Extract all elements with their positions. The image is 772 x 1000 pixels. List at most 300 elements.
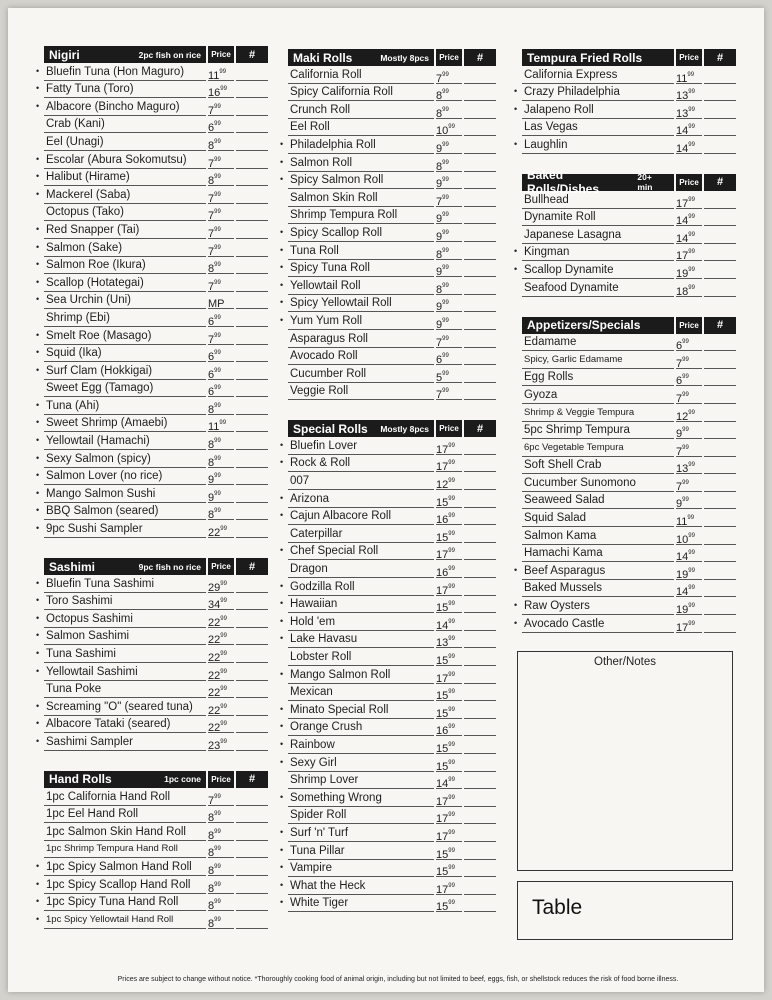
price-dollars: 17 <box>436 883 449 896</box>
price-cents: 99 <box>448 636 455 643</box>
quantity-entry-field[interactable] <box>704 228 736 244</box>
menu-item-price <box>676 511 702 527</box>
quantity-entry-field[interactable] <box>704 388 736 404</box>
quantity-entry-field[interactable] <box>704 193 736 209</box>
menu-item-price <box>436 738 462 754</box>
price-dollars: 8 <box>436 90 443 103</box>
quantity-entry-field[interactable] <box>464 861 496 877</box>
quantity-entry-field[interactable] <box>464 544 496 560</box>
menu-item-price <box>436 367 462 383</box>
price-dollars: 15 <box>436 760 449 773</box>
price-cents: 99 <box>442 141 449 148</box>
quantity-entry-field[interactable] <box>236 153 268 169</box>
menu-item-name: Bluefin Tuna Sashimi <box>44 577 206 593</box>
quantity-entry-field[interactable] <box>704 120 736 136</box>
section-header <box>522 317 736 334</box>
quantity-entry-field[interactable] <box>236 329 268 345</box>
raw-item-marker: • <box>280 703 284 714</box>
price-dollars: 23 <box>208 739 221 752</box>
quantity-entry-field[interactable] <box>464 120 496 136</box>
price-dollars: 6 <box>208 386 215 399</box>
menu-item-name: Yellowtail (Hamachi) <box>44 434 206 450</box>
quantity-entry-field[interactable] <box>236 82 268 98</box>
raw-item-marker: • <box>280 492 284 503</box>
price-cents: 99 <box>214 508 221 515</box>
quantity-entry-field[interactable] <box>464 580 496 596</box>
quantity-entry-field[interactable] <box>236 700 268 716</box>
quantity-entry-field[interactable] <box>464 279 496 295</box>
quantity-entry-field[interactable] <box>704 210 736 226</box>
menu-item-name: Mackerel (Saba) <box>44 188 206 204</box>
menu-item-price <box>208 825 234 841</box>
quantity-entry-field[interactable] <box>236 522 268 538</box>
quantity-entry-field[interactable] <box>464 562 496 578</box>
quantity-column-header: # <box>704 174 736 191</box>
raw-item-marker: • <box>36 487 40 498</box>
raw-item-marker: • <box>280 721 284 732</box>
raw-item-marker: • <box>280 791 284 802</box>
quantity-entry-field[interactable] <box>236 276 268 292</box>
menu-item-name: Avocado Roll <box>288 349 434 365</box>
menu-item-name: Octopus Sashimi <box>44 612 206 628</box>
quantity-entry-field[interactable] <box>464 615 496 631</box>
menu-item-row <box>522 422 736 440</box>
quantity-entry-field[interactable] <box>464 597 496 613</box>
quantity-entry-field[interactable] <box>464 208 496 224</box>
quantity-entry-field[interactable] <box>236 135 268 151</box>
quantity-entry-field[interactable] <box>464 138 496 154</box>
quantity-entry-field[interactable] <box>236 717 268 733</box>
quantity-entry-field[interactable] <box>464 261 496 277</box>
quantity-entry-field[interactable] <box>704 263 736 279</box>
quantity-entry-field[interactable] <box>704 458 736 474</box>
quantity-entry-field[interactable] <box>236 100 268 116</box>
quantity-entry-field[interactable] <box>464 244 496 260</box>
price-dollars: 14 <box>676 215 689 228</box>
quantity-entry-field[interactable] <box>236 469 268 485</box>
menu-item-row <box>280 860 496 879</box>
quantity-entry-field[interactable] <box>236 825 268 841</box>
quantity-entry-field[interactable] <box>236 504 268 520</box>
quantity-entry-field[interactable] <box>704 476 736 492</box>
quantity-entry-field[interactable] <box>236 735 268 751</box>
price-dollars: 22 <box>208 527 221 540</box>
raw-item-marker: • <box>280 262 284 273</box>
quantity-entry-field[interactable] <box>236 258 268 274</box>
menu-item-name: 1pc Spicy Yellowtail Hand Roll <box>44 913 206 929</box>
menu-item-name: Something Wrong <box>288 791 434 807</box>
quantity-entry-field[interactable] <box>236 416 268 432</box>
price-cents: 99 <box>448 706 455 713</box>
price-cents: 99 <box>448 689 455 696</box>
menu-item-name: 1pc Shrimp Tempura Hand Roll <box>44 842 206 858</box>
price-cents: 99 <box>214 402 221 409</box>
quantity-entry-field[interactable] <box>236 647 268 663</box>
quantity-entry-field[interactable] <box>704 564 736 580</box>
quantity-entry-field[interactable] <box>464 791 496 807</box>
quantity-entry-field[interactable] <box>704 493 736 509</box>
quantity-entry-field[interactable] <box>236 434 268 450</box>
quantity-entry-field[interactable] <box>464 650 496 666</box>
menu-item-name: Eel Roll <box>288 120 434 136</box>
quantity-entry-field[interactable] <box>464 773 496 789</box>
menu-item-name: California Express <box>522 68 674 84</box>
quantity-entry-field[interactable] <box>236 682 268 698</box>
quantity-entry-field[interactable] <box>464 879 496 895</box>
quantity-entry-field[interactable] <box>704 581 736 597</box>
quantity-entry-field[interactable] <box>704 370 736 386</box>
quantity-entry-field[interactable] <box>236 665 268 681</box>
menu-item-row <box>36 186 268 205</box>
price-cents: 99 <box>220 686 227 693</box>
menu-item-price <box>436 527 462 543</box>
menu-item-name: Hamachi Kama <box>522 546 674 562</box>
raw-item-marker: • <box>514 103 518 114</box>
menu-item-name: Chef Special Roll <box>288 544 434 560</box>
quantity-entry-field[interactable] <box>704 103 736 119</box>
quantity-entry-field[interactable] <box>464 703 496 719</box>
price-cents: 99 <box>442 177 449 184</box>
price-cents: 99 <box>682 444 689 451</box>
quantity-entry-field[interactable] <box>704 138 736 154</box>
quantity-entry-field[interactable] <box>236 842 268 858</box>
raw-item-marker: • <box>280 826 284 837</box>
menu-item-row <box>36 593 268 612</box>
section-title-bar <box>44 46 206 63</box>
price-dollars: 22 <box>208 704 221 717</box>
quantity-entry-field[interactable] <box>236 452 268 468</box>
raw-item-marker: • <box>280 580 284 591</box>
menu-item-price <box>676 599 702 615</box>
price-cents: 99 <box>214 209 221 216</box>
menu-item-price <box>208 188 234 204</box>
price-cents: 99 <box>214 279 221 286</box>
menu-item-row <box>288 772 496 790</box>
quantity-entry-field[interactable] <box>464 85 496 101</box>
quantity-entry-field[interactable] <box>464 156 496 172</box>
menu-item-name: Caterpillar <box>288 527 434 543</box>
quantity-entry-field[interactable] <box>464 384 496 400</box>
price-dollars: 8 <box>208 403 215 416</box>
menu-item-name: 5pc Shrimp Tempura <box>522 423 674 439</box>
quantity-entry-field[interactable] <box>236 364 268 380</box>
price-cents: 99 <box>688 89 695 96</box>
menu-item-name: 9pc Sushi Sampler <box>44 522 206 538</box>
quantity-entry-field[interactable] <box>464 896 496 912</box>
price-dollars: 8 <box>436 248 443 261</box>
quantity-entry-field[interactable] <box>464 68 496 84</box>
quantity-entry-field[interactable] <box>236 241 268 257</box>
quantity-entry-field[interactable] <box>464 509 496 525</box>
raw-item-marker: • <box>514 138 518 149</box>
quantity-entry-field[interactable] <box>236 790 268 806</box>
menu-item-name: Veggie Roll <box>288 384 434 400</box>
section-title: Sashimi <box>49 559 96 574</box>
quantity-entry-field[interactable] <box>236 117 268 133</box>
price-cents: 99 <box>220 738 227 745</box>
quantity-entry-field[interactable] <box>464 474 496 490</box>
menu-item-price <box>436 120 462 136</box>
menu-item-row <box>522 351 736 369</box>
quantity-entry-field[interactable] <box>236 594 268 610</box>
section-maki-rolls <box>280 49 496 402</box>
quantity-entry-field[interactable] <box>464 844 496 860</box>
price-cents: 99 <box>448 618 455 625</box>
menu-item-price <box>676 245 702 261</box>
menu-item-row <box>280 895 496 914</box>
quantity-entry-field[interactable] <box>236 170 268 186</box>
quantity-entry-field[interactable] <box>464 685 496 701</box>
menu-item-name: Hawaiian <box>288 597 434 613</box>
price-dollars: 17 <box>436 461 449 474</box>
quantity-entry-field[interactable] <box>464 349 496 365</box>
menu-item-name: Vampire <box>288 861 434 877</box>
price-column-header: Price <box>676 317 702 334</box>
price-dollars: 19 <box>676 604 689 617</box>
quantity-entry-field[interactable] <box>236 487 268 503</box>
quantity-entry-field[interactable] <box>464 738 496 754</box>
menu-item-name: Sweet Egg (Tamago) <box>44 381 206 397</box>
quantity-entry-field[interactable] <box>236 895 268 911</box>
section-title-bar <box>522 168 674 197</box>
quantity-entry-field[interactable] <box>464 439 496 455</box>
menu-item-price <box>436 703 462 719</box>
quantity-entry-field[interactable] <box>704 617 736 633</box>
menu-item-price <box>208 647 234 663</box>
price-cents: 99 <box>220 86 227 93</box>
menu-item-price <box>436 156 462 172</box>
quantity-entry-field[interactable] <box>464 492 496 508</box>
menu-item-name: Bullhead <box>522 193 674 209</box>
section-title: Hand Rolls <box>49 772 112 787</box>
quantity-entry-field[interactable] <box>464 668 496 684</box>
price-dollars: 9 <box>436 318 443 331</box>
raw-item-marker: • <box>36 83 40 94</box>
quantity-entry-field[interactable] <box>236 913 268 929</box>
price-cents: 99 <box>688 249 695 256</box>
price-cents: 99 <box>214 863 221 870</box>
quantity-entry-field[interactable] <box>464 720 496 736</box>
quantity-entry-field[interactable] <box>704 423 736 439</box>
quantity-entry-field[interactable] <box>464 456 496 472</box>
quantity-entry-field[interactable] <box>236 188 268 204</box>
quantity-entry-field[interactable] <box>704 406 736 422</box>
menu-item-row <box>36 733 268 752</box>
quantity-entry-field[interactable] <box>704 85 736 101</box>
menu-item-name: Lobster Roll <box>288 650 434 666</box>
quantity-entry-field[interactable] <box>236 807 268 823</box>
quantity-entry-field[interactable] <box>236 612 268 628</box>
price-cents: 99 <box>442 229 449 236</box>
quantity-entry-field[interactable] <box>236 311 268 327</box>
raw-item-marker: • <box>280 879 284 890</box>
menu-item-row <box>288 383 496 401</box>
raw-item-marker: • <box>280 174 284 185</box>
quantity-entry-field[interactable] <box>704 529 736 545</box>
menu-item-name: 007 <box>288 474 434 490</box>
quantity-entry-field[interactable] <box>464 296 496 312</box>
menu-item-price <box>436 244 462 260</box>
menu-item-row <box>522 386 736 404</box>
menu-item-price <box>208 878 234 894</box>
raw-item-marker: • <box>36 700 40 711</box>
menu-item-price <box>208 117 234 133</box>
menu-item-row <box>36 415 268 434</box>
quantity-entry-field[interactable] <box>704 335 736 351</box>
notes-box[interactable] <box>517 651 733 871</box>
menu-item-row <box>36 239 268 258</box>
menu-item-name: Las Vegas <box>522 120 674 136</box>
price-dollars: 15 <box>436 602 449 615</box>
menu-item-row <box>514 261 736 280</box>
menu-item-row <box>288 101 496 119</box>
price-dollars: 7 <box>208 210 215 223</box>
price-dollars: 16 <box>208 87 221 100</box>
quantity-entry-field[interactable] <box>464 808 496 824</box>
price-cents: 99 <box>442 159 449 166</box>
menu-item-row <box>36 221 268 240</box>
quantity-entry-field[interactable] <box>464 314 496 330</box>
quantity-entry-field[interactable] <box>704 599 736 615</box>
raw-item-marker: • <box>280 457 284 468</box>
menu-item-price <box>676 210 702 226</box>
menu-item-name: White Tiger <box>288 896 434 912</box>
price-dollars: MP <box>208 298 225 311</box>
menu-item-name: Albacore (Bincho Maguro) <box>44 100 206 116</box>
price-dollars: 14 <box>676 551 689 564</box>
menu-item-name: Bluefin Lover <box>288 439 434 455</box>
quantity-entry-field[interactable] <box>464 367 496 383</box>
menu-item-price <box>436 896 462 912</box>
quantity-entry-field[interactable] <box>704 245 736 261</box>
menu-item-name: Spicy, Garlic Edamame <box>522 353 674 369</box>
quantity-entry-field[interactable] <box>464 226 496 242</box>
price-dollars: 12 <box>676 410 689 423</box>
quantity-entry-field[interactable] <box>236 878 268 894</box>
quantity-entry-field[interactable] <box>464 103 496 119</box>
menu-item-row <box>280 295 496 314</box>
price-cents: 99 <box>442 300 449 307</box>
section-subtitle: Mostly 8pcs <box>380 423 429 434</box>
price-cents: 99 <box>448 124 455 131</box>
price-dollars: 7 <box>208 794 215 807</box>
raw-item-marker: • <box>514 86 518 97</box>
price-column-header: Price <box>676 49 702 66</box>
quantity-entry-field[interactable] <box>464 632 496 648</box>
menu-item-row <box>280 613 496 632</box>
quantity-entry-field[interactable] <box>704 281 736 297</box>
raw-item-marker: • <box>36 896 40 907</box>
menu-item-row <box>44 788 268 806</box>
quantity-entry-field[interactable] <box>236 399 268 415</box>
menu-item-name: Octopus (Tako) <box>44 205 206 221</box>
price-cents: 99 <box>448 442 455 449</box>
raw-item-marker: • <box>280 138 284 149</box>
menu-item-name: Minato Special Roll <box>288 703 434 719</box>
menu-item-price <box>436 879 462 895</box>
raw-item-marker: • <box>280 314 284 325</box>
price-dollars: 6 <box>208 122 215 135</box>
quantity-entry-field[interactable] <box>704 511 736 527</box>
quantity-entry-field[interactable] <box>236 860 268 876</box>
quantity-entry-field[interactable] <box>236 629 268 645</box>
price-cents: 99 <box>214 350 221 357</box>
quantity-entry-field[interactable] <box>464 332 496 348</box>
quantity-entry-field[interactable] <box>236 293 268 309</box>
menu-item-name: Soft Shell Crab <box>522 458 674 474</box>
price-dollars: 14 <box>676 232 689 245</box>
menu-item-name: Asparagus Roll <box>288 332 434 348</box>
menu-item-row <box>280 842 496 861</box>
quantity-entry-field[interactable] <box>236 223 268 239</box>
menu-item-price <box>208 135 234 151</box>
price-dollars: 17 <box>676 250 689 263</box>
menu-item-price <box>676 617 702 633</box>
section-title: Appetizers/Specials <box>527 318 641 333</box>
price-dollars: 22 <box>208 652 221 664</box>
menu-item-row <box>36 645 268 664</box>
quantity-entry-field[interactable] <box>464 191 496 207</box>
menu-item-name: Tuna Sashimi <box>44 647 206 663</box>
section-subtitle: 20+ min <box>637 172 653 193</box>
menu-item-price <box>676 441 702 457</box>
quantity-column-header: # <box>236 46 268 63</box>
price-cents: 99 <box>214 226 221 233</box>
quantity-entry-field[interactable] <box>236 381 268 397</box>
price-cents: 99 <box>448 478 455 485</box>
quantity-entry-field[interactable] <box>704 68 736 84</box>
price-cents: 99 <box>448 566 455 573</box>
price-dollars: 8 <box>436 107 443 120</box>
quantity-entry-field[interactable] <box>704 546 736 562</box>
menu-item-price <box>436 296 462 312</box>
raw-item-marker: • <box>36 878 40 889</box>
price-dollars: 15 <box>436 707 449 720</box>
quantity-entry-field[interactable] <box>704 441 736 457</box>
quantity-entry-field[interactable] <box>464 756 496 772</box>
quantity-entry-field[interactable] <box>704 353 736 369</box>
quantity-entry-field[interactable] <box>236 346 268 362</box>
quantity-entry-field[interactable] <box>236 577 268 593</box>
price-cents: 99 <box>442 282 449 289</box>
menu-item-row <box>522 191 736 209</box>
section-title: Nigiri <box>49 47 80 62</box>
menu-item-price <box>436 562 462 578</box>
menu-item-name: Sashimi Sampler <box>44 735 206 751</box>
menu-item-row <box>288 84 496 102</box>
menu-item-row <box>36 520 268 540</box>
raw-item-marker: • <box>514 263 518 274</box>
price-dollars: 11 <box>676 516 688 529</box>
menu-item-price <box>208 434 234 450</box>
quantity-entry-field[interactable] <box>464 527 496 543</box>
menu-item-price <box>208 170 234 186</box>
price-cents: 99 <box>214 916 221 923</box>
price-cents: 99 <box>448 829 455 836</box>
price-dollars: 22 <box>208 634 221 647</box>
raw-item-marker: • <box>36 595 40 606</box>
raw-item-marker: • <box>280 633 284 644</box>
quantity-entry-field[interactable] <box>236 205 268 221</box>
price-dollars: 9 <box>676 498 683 511</box>
quantity-entry-field[interactable] <box>464 826 496 842</box>
menu-item-row <box>44 380 268 398</box>
quantity-entry-field[interactable] <box>464 173 496 189</box>
menu-item-name: Beef Asparagus <box>522 564 674 580</box>
table-number-box[interactable] <box>517 881 733 940</box>
quantity-entry-field[interactable] <box>236 65 268 81</box>
price-dollars: 7 <box>436 336 443 349</box>
